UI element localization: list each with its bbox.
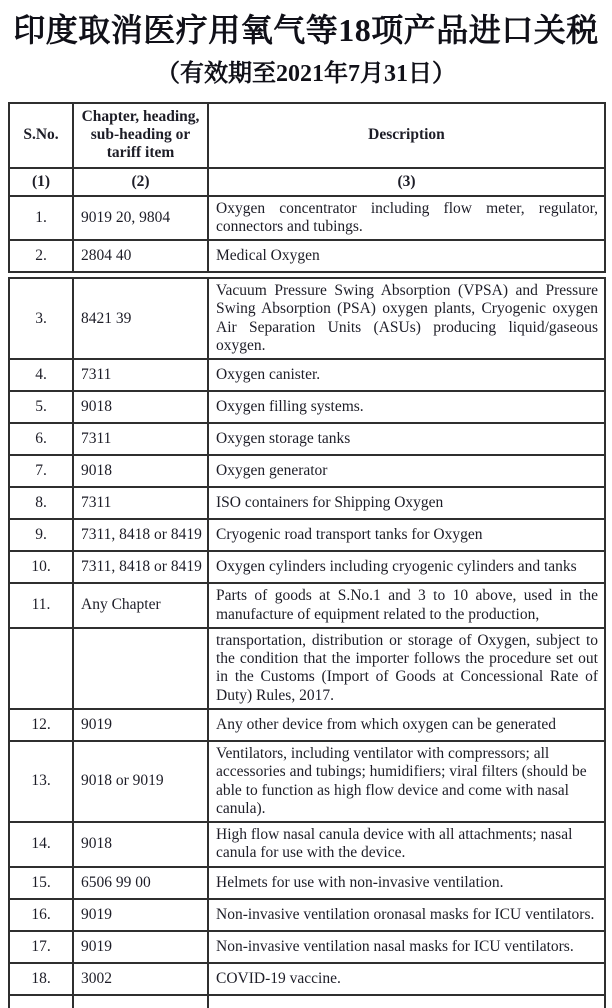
chapter-cell: 7311, 8418 or 8419 bbox=[73, 551, 208, 583]
table-row bbox=[9, 822, 605, 867]
chapter-cell: 3002 bbox=[73, 963, 208, 995]
table-row bbox=[9, 455, 605, 487]
table-row bbox=[9, 741, 605, 822]
tariff-table bbox=[8, 102, 606, 1008]
description-cell: COVID-19 vaccine. bbox=[208, 963, 605, 995]
table-row bbox=[9, 487, 605, 519]
description-cell: Ventilators, including ventilator with compressors; all accessories and tubings; humidifiers; viral filters (should be able to function as high flow device and come with nasal canula). bbox=[208, 741, 605, 822]
clipped-cell bbox=[73, 995, 208, 1008]
table-row bbox=[9, 583, 605, 628]
chapter-cell: 9019 20, 9804 bbox=[73, 196, 208, 241]
sno-cell: 11. bbox=[9, 583, 73, 628]
sno-cell: 5. bbox=[9, 391, 73, 423]
header-row bbox=[9, 103, 605, 168]
chapter-cell: 7311 bbox=[73, 359, 208, 391]
col-index-2: (2) bbox=[73, 168, 208, 196]
table-row bbox=[9, 359, 605, 391]
sno-cell: 18. bbox=[9, 963, 73, 995]
table-row bbox=[9, 931, 605, 963]
sno-cell: 16. bbox=[9, 899, 73, 931]
sno-cell: 12. bbox=[9, 709, 73, 741]
table-row bbox=[9, 240, 605, 272]
table-row bbox=[9, 423, 605, 455]
sno-cell bbox=[9, 628, 73, 709]
sno-cell: 3. bbox=[9, 278, 73, 359]
description-cell: Medical Oxygen bbox=[208, 240, 605, 272]
page-title: 印度取消医疗用氧气等18项产品进口关税 bbox=[13, 12, 599, 48]
sno-cell: 6. bbox=[9, 423, 73, 455]
sno-cell: 9. bbox=[9, 519, 73, 551]
clipped-cell bbox=[208, 995, 605, 1008]
description-cell: Cryogenic road transport tanks for Oxygen bbox=[208, 519, 605, 551]
chapter-cell: 6506 99 00 bbox=[73, 867, 208, 899]
description-cell: Vacuum Pressure Swing Absorption (VPSA) and Pressure Swing Absorption (PSA) oxygen plants, Cryogenic oxygen Air Separation Units (ASUs) producing liquid/gaseous oxygen. bbox=[208, 278, 605, 359]
description-cell: Non-invasive ventilation nasal masks for ICU ventilators. bbox=[208, 931, 605, 963]
table-row bbox=[9, 867, 605, 899]
sno-cell: 14. bbox=[9, 822, 73, 867]
chapter-cell: 2804 40 bbox=[73, 240, 208, 272]
col-header-description: Description bbox=[208, 103, 605, 168]
col-header-chapter: Chapter, heading, sub-heading or tariff item bbox=[73, 103, 208, 168]
description-cell: Oxygen generator bbox=[208, 455, 605, 487]
chapter-cell: 8421 39 bbox=[73, 278, 208, 359]
chapter-cell: 7311, 8418 or 8419 bbox=[73, 519, 208, 551]
sno-cell: 8. bbox=[9, 487, 73, 519]
col-index-3: (3) bbox=[208, 168, 605, 196]
chapter-cell: 7311 bbox=[73, 487, 208, 519]
column-index-row bbox=[9, 168, 605, 196]
description-cell: Oxygen filling systems. bbox=[208, 391, 605, 423]
table-header bbox=[9, 103, 605, 196]
description-cell: transportation, distribution or storage of Oxygen, subject to the condition that the importer follows the procedure set out in the Customs (Import of Goods at Concessional Rate of Duty) Rules, 2017. bbox=[208, 628, 605, 709]
chapter-cell: 9018 or 9019 bbox=[73, 741, 208, 822]
chapter-cell: 7311 bbox=[73, 423, 208, 455]
sno-cell: 1. bbox=[9, 196, 73, 241]
chapter-cell bbox=[73, 628, 208, 709]
table-body bbox=[9, 196, 605, 1008]
page-subtitle: （有效期至2021年7月31日） bbox=[156, 60, 456, 87]
table-row bbox=[9, 391, 605, 423]
table-row bbox=[9, 899, 605, 931]
sno-cell: 4. bbox=[9, 359, 73, 391]
table-row bbox=[9, 963, 605, 995]
chapter-cell: 9018 bbox=[73, 455, 208, 487]
clipped-cell bbox=[9, 995, 73, 1008]
chapter-cell: 9019 bbox=[73, 899, 208, 931]
description-cell: Parts of goods at S.No.1 and 3 to 10 above, used in the manufacture of equipment related to the production, bbox=[208, 583, 605, 628]
description-cell: Oxygen cylinders including cryogenic cylinders and tanks bbox=[208, 551, 605, 583]
chapter-cell: 9019 bbox=[73, 709, 208, 741]
description-cell: Any other device from which oxygen can be generated bbox=[208, 709, 605, 741]
chapter-cell: 9019 bbox=[73, 931, 208, 963]
description-cell: High flow nasal canula device with all attachments; nasal canula for use with the device. bbox=[208, 822, 605, 867]
col-header-sno: S.No. bbox=[9, 103, 73, 168]
description-cell: Oxygen canister. bbox=[208, 359, 605, 391]
sno-cell: 10. bbox=[9, 551, 73, 583]
table-row bbox=[9, 519, 605, 551]
sno-cell: 7. bbox=[9, 455, 73, 487]
sno-cell: 17. bbox=[9, 931, 73, 963]
table-row-continuation bbox=[9, 628, 605, 709]
clipped-next-row bbox=[9, 995, 605, 1008]
chapter-cell: 9018 bbox=[73, 822, 208, 867]
sno-cell: 15. bbox=[9, 867, 73, 899]
description-cell: ISO containers for Shipping Oxygen bbox=[208, 487, 605, 519]
description-cell: Helmets for use with non-invasive ventilation. bbox=[208, 867, 605, 899]
table-row bbox=[9, 278, 605, 359]
description-cell: Oxygen storage tanks bbox=[208, 423, 605, 455]
description-cell: Oxygen concentrator including flow meter, regulator, connectors and tubings. bbox=[208, 196, 605, 241]
col-index-1: (1) bbox=[9, 168, 73, 196]
sno-cell: 13. bbox=[9, 741, 73, 822]
description-cell: Non-invasive ventilation oronasal masks for ICU ventilators. bbox=[208, 899, 605, 931]
sno-cell: 2. bbox=[9, 240, 73, 272]
table-row bbox=[9, 196, 605, 241]
chapter-cell: Any Chapter bbox=[73, 583, 208, 628]
document-page bbox=[0, 12, 612, 987]
table-row bbox=[9, 709, 605, 741]
chapter-cell: 9018 bbox=[73, 391, 208, 423]
table-row bbox=[9, 551, 605, 583]
